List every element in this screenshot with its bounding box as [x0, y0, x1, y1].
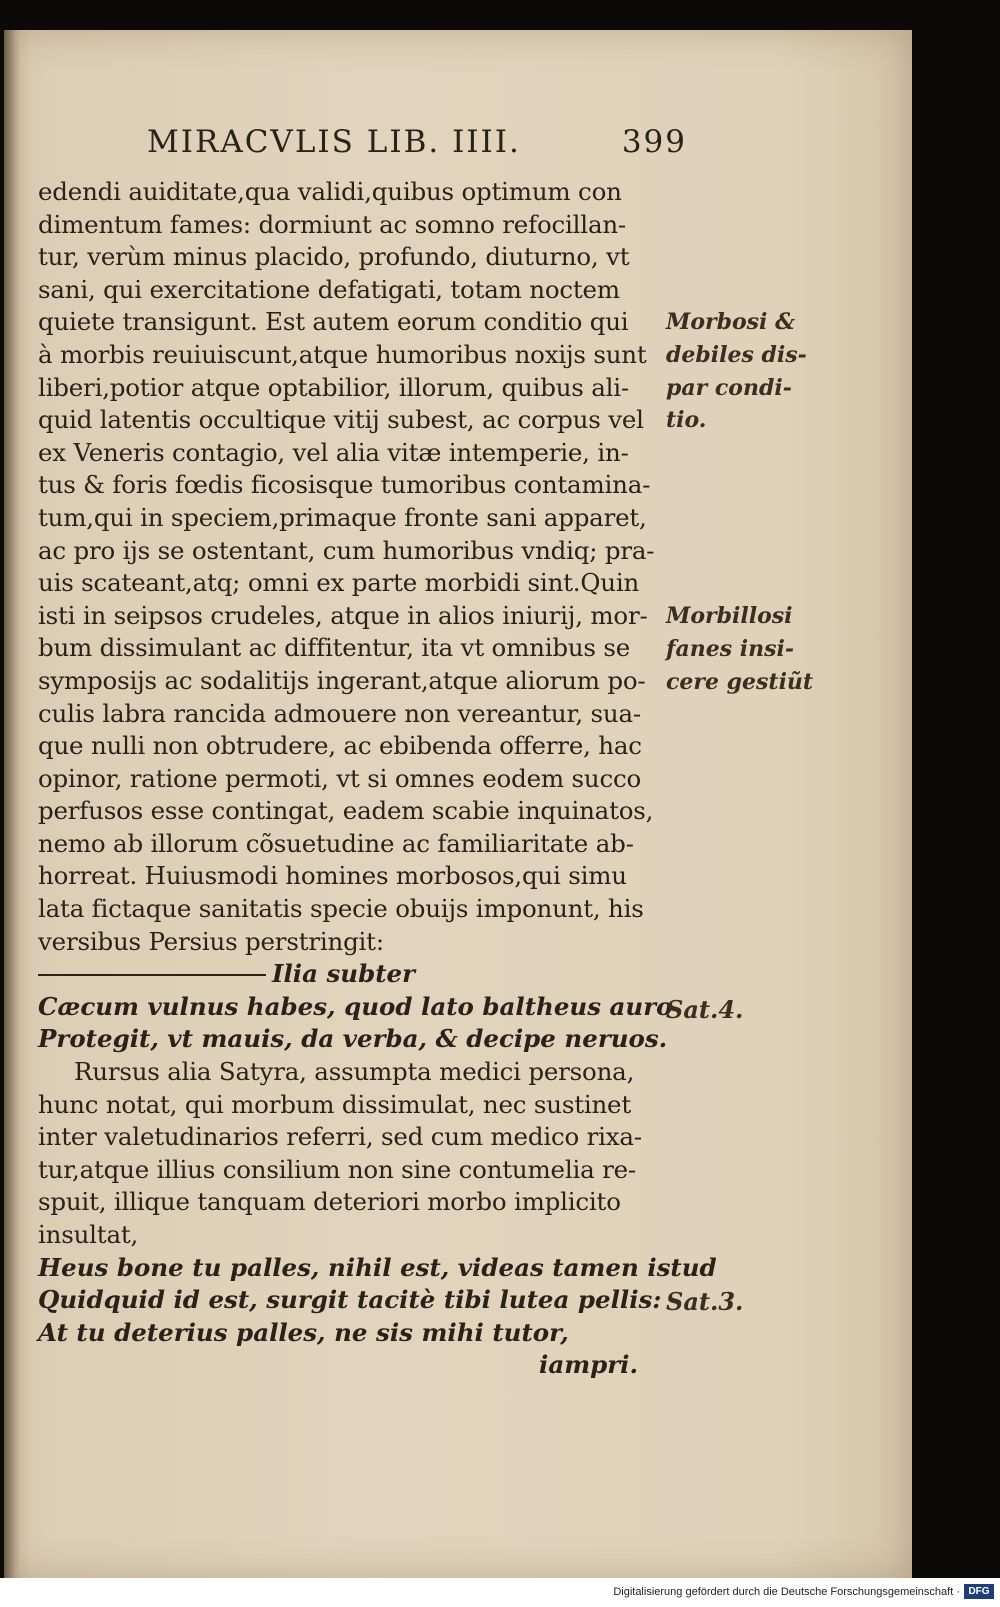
- text-line: insultat,: [38, 1220, 139, 1249]
- text-line: tur, verùm minus placido, profundo, diuturno, vt: [38, 242, 630, 272]
- text-line: quiete transigunt. Est autem eorum conditio qui: [38, 307, 629, 337]
- text-line: bum dissimulant ac diffitentur, ita vt omnibus se: [38, 633, 631, 663]
- text-line: lata fictaque sanitatis specie obuijs imponunt, his: [38, 894, 644, 924]
- footer-bar: [0, 1578, 1000, 1607]
- text-line: sani, qui exercitatione defatigati, totam noctem: [38, 274, 620, 304]
- text-line: spuit, illique tanquam deteriori morbo implicito: [38, 1187, 621, 1217]
- verse-line: Quidquid id est, surgit tacitè tibi lutea pellis:: [38, 1285, 662, 1315]
- verse-dash-rule: [38, 974, 266, 976]
- text-line: liberi,potior atque optabilior, illorum, quibus ali-: [38, 372, 630, 402]
- footer-credit: Digitalisierung gefördert durch die Deutsche Forschungsgemeinschaft ·: [613, 1586, 960, 1598]
- text-line: inter valetudinarios referri, sed cum medico rixa-: [38, 1122, 642, 1152]
- text-line: tus & foris fœdis ficosisque tumoribus contamina-: [38, 470, 651, 500]
- running-head: [147, 124, 687, 160]
- text-line: tum,qui in speciem,primaque fronte sani apparet,: [38, 502, 647, 532]
- verse-line: Cæcum vulnus habes, quod lato baltheus auro: [38, 991, 673, 1021]
- margin-note: Morbillosi: [666, 603, 793, 629]
- text-line: culis labra rancida admouere non vereantur, sua-: [38, 698, 641, 728]
- verse-line: Heus bone tu palles, nihil est, videas tamen istud: [38, 1252, 717, 1282]
- running-head-title: MIRACVLIS LIB. IIII.: [147, 124, 521, 160]
- text-line: nemo ab illorum cõsuetudine ac familiaritate ab-: [38, 828, 634, 858]
- text-line: uis scateant,atq; omni ex parte morbidi sint.Quin: [38, 568, 640, 598]
- text-line: symposijs ac sodalitijs ingerant,atque aliorum po-: [38, 665, 646, 695]
- verse-text: Ilia subter: [272, 959, 416, 989]
- text-line: à morbis reuiuiscunt,atque humoribus noxijs sunt: [38, 339, 647, 369]
- page-spine-shadow: [4, 30, 20, 1578]
- text-line: dimentum fames: dormiunt ac somno refocillan-: [38, 209, 627, 239]
- margin-note: fanes insi-: [666, 636, 794, 662]
- page-number: 399: [621, 124, 687, 160]
- margin-note: tio.: [666, 407, 707, 433]
- text-line: perfusos esse contingat, eadem scabie inquinatos,: [38, 796, 654, 826]
- text-line: opinor, ratione permoti, vt si omnes eodem succo: [38, 763, 642, 793]
- catchword: iampri.: [539, 1350, 638, 1380]
- satire-reference: Sat.3.: [666, 1287, 744, 1316]
- margin-note: par condi-: [666, 375, 792, 401]
- text-line: edendi auiditate,qua validi,quibus optimum con: [38, 177, 622, 206]
- text-line: versibus Persius perstringit:: [38, 926, 384, 956]
- text-line: ac pro ijs se ostentant, cum humoribus vndiq; pra-: [38, 535, 655, 565]
- book-page: [4, 30, 912, 1578]
- verse-line: At tu deterius palles, ne sis mihi tutor,: [38, 1317, 569, 1347]
- text-line: horreat. Huiusmodi homines morbosos,qui simu: [38, 861, 627, 891]
- verse-line: [38, 958, 668, 991]
- text-line: isti in seipsos crudeles, atque in alios iniurij, mor-: [38, 600, 648, 630]
- margin-note: cere gestiũt: [666, 669, 814, 695]
- text-line: tur,atque illius consilium non sine contumelia re-: [38, 1154, 636, 1184]
- satire-reference: Sat.4.: [666, 995, 744, 1024]
- verse-line: Protegit, vt mauis, da verba, & decipe neruos.: [38, 1024, 668, 1054]
- margin-note: debiles dis-: [666, 342, 807, 368]
- text-line: hunc notat, qui morbum dissimulat, nec sustinet: [38, 1089, 632, 1119]
- dfg-logo: DFG: [964, 1584, 994, 1599]
- text-line: quid latentis occultique vitij subest, ac corpus vel: [38, 405, 644, 435]
- text-line: ex Veneris contagio, vel alia vitæ intemperie, in-: [38, 437, 629, 467]
- margin-note: Morbosi &: [666, 309, 795, 335]
- text-line: Rursus alia Satyra, assumpta medici persona,: [74, 1057, 635, 1087]
- text-line: que nulli non obtrudere, ac ebibenda offerre, hac: [38, 731, 642, 761]
